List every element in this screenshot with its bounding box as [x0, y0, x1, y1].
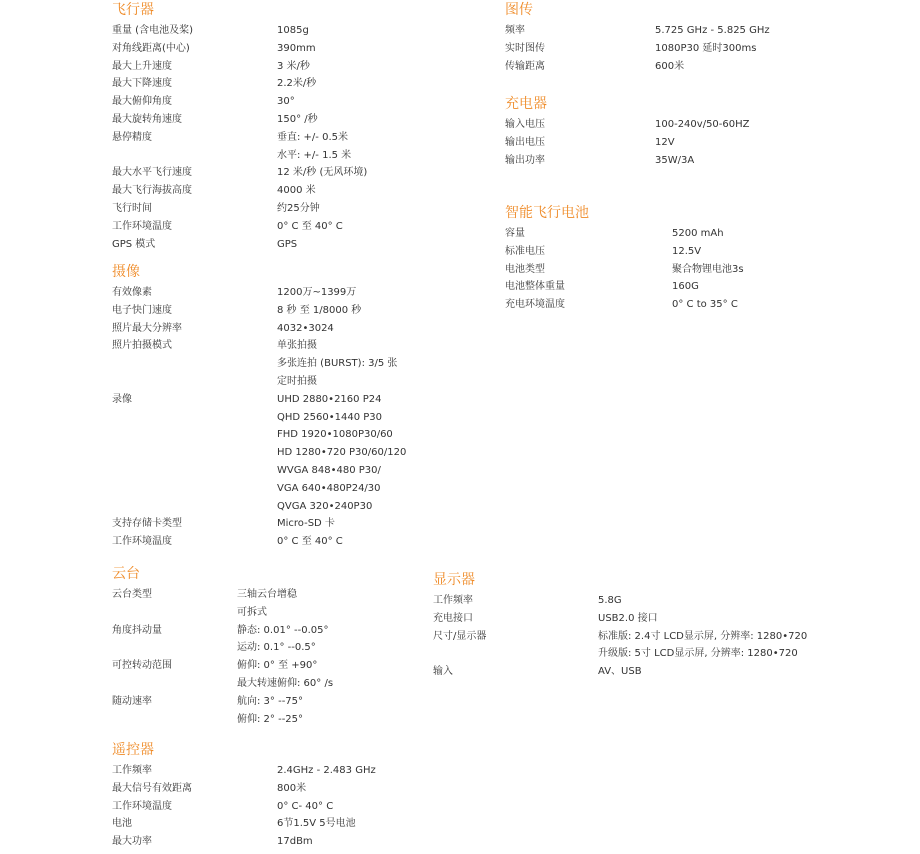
section-heading: 云台 [112, 566, 140, 582]
spec-value: WVGA 848•480 P30/ [277, 464, 381, 476]
spec-row [112, 639, 412, 657]
spec-label: 充电接口 [433, 612, 473, 624]
spec-label: 工作频率 [112, 765, 152, 776]
spec-row [112, 711, 412, 729]
spec-value: 0° C to 35° C [672, 299, 738, 311]
spec-value: QHD 2560•1440 P30 [277, 411, 382, 423]
section-heading: 遥控器 [112, 742, 154, 758]
spec-row [112, 426, 442, 444]
spec-value: 17dBm [277, 836, 313, 848]
spec-list [505, 22, 805, 75]
spec-value: 12 米/秒 (无风环境) [277, 167, 368, 179]
spec-value: 800米 [277, 782, 307, 794]
spec-row [433, 663, 853, 681]
spec-label: 充电环境温度 [505, 299, 565, 311]
spec-row [112, 391, 442, 409]
spec-value: USB2.0 接口 [598, 612, 658, 624]
section-camera [112, 262, 442, 551]
spec-value: 俯仰: 0° 至 +90° [237, 660, 318, 672]
spec-label: 悬停精度 [112, 131, 152, 143]
spec-value: 三轴云台增稳 [237, 589, 297, 600]
spec-row [112, 320, 442, 338]
spec-value: UHD 2880•2160 P24 [277, 393, 382, 405]
spec-row [112, 373, 442, 391]
section-heading: 显示器 [433, 572, 475, 588]
spec-label: 最大旋转角速度 [112, 113, 182, 125]
spec-value: 600米 [655, 60, 685, 72]
spec-label: 照片最大分辨率 [112, 322, 182, 334]
spec-row [433, 628, 853, 646]
spec-label: 输出功率 [505, 154, 545, 166]
spec-row [112, 218, 442, 236]
spec-label: 录像 [112, 393, 132, 405]
spec-label: 最大俯仰角度 [112, 96, 172, 108]
spec-value: 1085g [277, 25, 309, 36]
spec-row [112, 93, 442, 111]
spec-row [112, 675, 412, 693]
spec-label: 工作环境温度 [112, 536, 172, 548]
spec-list [112, 586, 412, 728]
section-remote-controller [112, 740, 432, 851]
spec-row [112, 147, 442, 165]
section-heading: 充电器 [505, 96, 547, 112]
spec-row [112, 444, 442, 462]
spec-label: 有效像素 [112, 287, 152, 298]
spec-value: 1200万~1399万 [277, 287, 357, 298]
spec-label: 最大上升速度 [112, 60, 172, 72]
spec-row [112, 355, 442, 373]
spec-row [112, 833, 432, 851]
spec-row [112, 480, 442, 498]
spec-label: 输入电压 [505, 119, 545, 130]
spec-value: 4032•3024 [277, 322, 334, 334]
spec-row [112, 409, 442, 427]
spec-value: 1080P30 延时300ms [655, 42, 757, 54]
spec-value: 12.5V [672, 245, 702, 257]
spec-label: 最大下降速度 [112, 78, 172, 90]
spec-row [112, 586, 412, 604]
spec-label: 工作环境温度 [112, 220, 172, 232]
spec-value: 5.725 GHz - 5.825 GHz [655, 25, 770, 36]
spec-value: 0° C- 40° C [277, 800, 334, 812]
spec-row [112, 129, 442, 147]
spec-row [112, 515, 442, 533]
spec-label: GPS 模式 [112, 238, 156, 250]
spec-value: 水平: +/- 1.5 米 [277, 149, 352, 161]
spec-label: 工作环境温度 [112, 800, 172, 812]
spec-label: 照片拍摄模式 [112, 340, 172, 352]
section-display [433, 570, 853, 681]
spec-label: 电池整体重量 [505, 281, 565, 293]
spec-row [112, 164, 442, 182]
spec-row [505, 152, 805, 170]
spec-label: 容量 [505, 228, 525, 239]
spec-label: 传输距离 [505, 60, 545, 72]
spec-value: 160G [672, 281, 699, 293]
section-video-transmission [505, 0, 805, 75]
section-intelligent-battery [505, 203, 805, 314]
spec-list [112, 22, 442, 253]
spec-value: 6节1.5V 5号电池 [277, 818, 356, 830]
spec-value: 俯仰: 2° --25° [237, 713, 304, 725]
spec-list [112, 284, 442, 551]
spec-value: 约25分钟 [277, 202, 320, 214]
spec-label: 输出电压 [505, 136, 545, 148]
spec-row [505, 116, 805, 134]
spec-row [112, 462, 442, 480]
spec-row [112, 236, 442, 254]
spec-label: 云台类型 [112, 589, 152, 600]
spec-value: 0° C 至 40° C [277, 536, 343, 548]
spec-label: 飞行时间 [112, 202, 152, 214]
spec-row [505, 243, 805, 261]
spec-row [112, 337, 442, 355]
spec-value: HD 1280•720 P30/60/120 [277, 447, 407, 459]
section-heading: 飞行器 [112, 2, 154, 18]
spec-row [112, 622, 412, 640]
spec-value: 5.8G [598, 595, 622, 606]
spec-row [112, 22, 442, 40]
spec-row [112, 533, 442, 551]
spec-value: 最大转速俯仰: 60° /s [237, 677, 334, 689]
spec-label: 支持存储卡类型 [112, 518, 182, 530]
spec-row [112, 798, 432, 816]
spec-row [433, 592, 853, 610]
spec-value: 0° C 至 40° C [277, 220, 343, 232]
spec-row [112, 58, 442, 76]
spec-row [505, 22, 805, 40]
spec-label: 角度抖动量 [112, 624, 162, 636]
spec-label: 电池 [112, 818, 132, 830]
spec-row [433, 645, 853, 663]
spec-row [433, 610, 853, 628]
spec-row [112, 284, 442, 302]
spec-value: 150° /秒 [277, 113, 318, 125]
spec-value: 3 米/秒 [277, 60, 310, 72]
spec-value: QVGA 320•240P30 [277, 500, 373, 512]
spec-list [433, 592, 853, 681]
spec-list [112, 762, 432, 851]
spec-value: 定时拍摄 [277, 375, 317, 387]
spec-value: 标准版: 2.4寸 LCD显示屏, 分辨率: 1280•720 [598, 630, 808, 642]
spec-value: 聚合物锂电池3s [672, 263, 744, 275]
spec-list [505, 225, 805, 314]
spec-label: 工作频率 [433, 595, 473, 606]
section-heading: 图传 [505, 2, 533, 18]
spec-label: 最大水平飞行速度 [112, 167, 192, 179]
spec-value: 多张连拍 (BURST): 3/5 张 [277, 358, 398, 370]
spec-value: 4000 米 [277, 185, 316, 197]
spec-row [112, 604, 412, 622]
section-heading: 智能飞行电池 [505, 205, 589, 221]
spec-value: 100-240v/50-60HZ [655, 119, 750, 130]
spec-row [112, 780, 432, 798]
spec-row [112, 762, 432, 780]
spec-label: 实时图传 [505, 42, 545, 54]
spec-row [112, 815, 432, 833]
spec-row [112, 200, 442, 218]
spec-value: 航向: 3° --75° [237, 695, 304, 707]
spec-label: 频率 [505, 25, 525, 36]
spec-row [112, 111, 442, 129]
spec-value: 390mm [277, 42, 316, 54]
spec-row [112, 302, 442, 320]
spec-value: 8 秒 至 1/8000 秒 [277, 304, 362, 316]
spec-row [505, 296, 805, 314]
spec-row [112, 182, 442, 200]
section-charger [505, 94, 805, 169]
spec-label: 可控转动范围 [112, 660, 172, 672]
spec-label: 标准电压 [505, 245, 545, 257]
spec-value: 30° [277, 96, 295, 108]
spec-row [112, 75, 442, 93]
spec-value: 升级版: 5寸 LCD显示屏, 分辨率: 1280•720 [598, 648, 798, 660]
spec-label: 重量 (含电池及桨) [112, 25, 193, 36]
spec-label: 输入 [433, 666, 453, 678]
spec-label: 电子快门速度 [112, 304, 172, 316]
spec-value: AV、USB [598, 666, 642, 678]
spec-value: FHD 1920•1080P30/60 [277, 429, 393, 441]
spec-label: 随动速率 [112, 695, 152, 707]
spec-value: 2.2米/秒 [277, 78, 317, 90]
spec-label: 最大信号有效距离 [112, 782, 192, 794]
spec-value: 垂直: +/- 0.5米 [277, 131, 348, 143]
spec-value: 运动: 0.1° --0.5° [237, 642, 316, 654]
spec-label: 对角线距离(中心) [112, 42, 190, 54]
section-heading: 摄像 [112, 264, 140, 280]
spec-row [505, 261, 805, 279]
spec-row [505, 225, 805, 243]
spec-row [112, 657, 412, 675]
spec-value: GPS [277, 238, 298, 250]
spec-value: 可拆式 [237, 606, 267, 618]
spec-row [505, 58, 805, 76]
spec-value: 12V [655, 136, 675, 148]
spec-label: 最大功率 [112, 836, 152, 848]
section-gimbal [112, 564, 412, 728]
spec-value: 静态: 0.01° --0.05° [237, 624, 329, 636]
spec-label: 最大飞行海拔高度 [112, 185, 192, 197]
spec-row [112, 693, 412, 711]
spec-row [112, 498, 442, 516]
spec-value: VGA 640•480P24/30 [277, 482, 381, 494]
spec-list [505, 116, 805, 169]
spec-value: 2.4GHz - 2.483 GHz [277, 765, 376, 776]
spec-row [505, 278, 805, 296]
spec-row [505, 134, 805, 152]
spec-row [112, 40, 442, 58]
spec-value: 单张拍摄 [277, 340, 317, 352]
section-aircraft [112, 0, 442, 253]
spec-value: Micro-SD 卡 [277, 518, 335, 530]
spec-value: 35W/3A [655, 154, 695, 166]
spec-value: 5200 mAh [672, 228, 724, 239]
spec-label: 电池类型 [505, 263, 545, 275]
spec-label: 尺寸/显示器 [433, 630, 487, 642]
spec-row [505, 40, 805, 58]
